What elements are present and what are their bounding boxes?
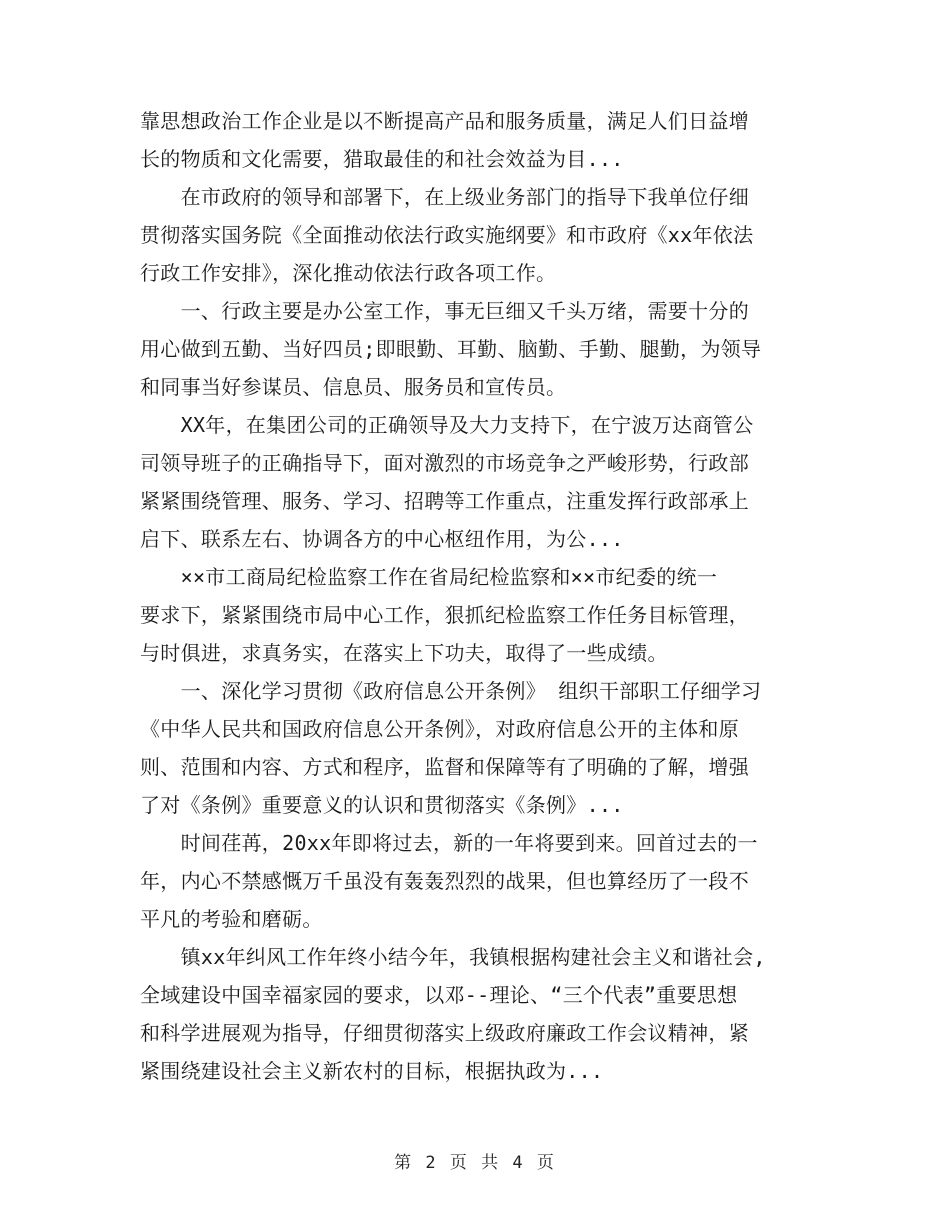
text-line: 司领导班子的正确指导下，面对激烈的市场竞争之严峻形势，行政部 bbox=[140, 451, 749, 475]
paragraph bbox=[140, 824, 810, 938]
text-line: 贯彻落实国务院《全面推动依法行政实施纲要》和市政府《xx年依法 bbox=[140, 223, 754, 247]
text-line: 长的物质和文化需要，猎取最佳的和社会效益为目... bbox=[140, 147, 624, 171]
text-line: 用心做到五勤、当好四员;即眼勤、耳勤、脑勤、手勤、腿勤，为领导 bbox=[140, 337, 762, 361]
paragraph bbox=[140, 406, 810, 558]
text-line: 《中华人民共和国政府信息公开条例》，对政府信息公开的主体和原 bbox=[140, 717, 739, 741]
text-line: 一、行政主要是办公室工作，事无巨细又千头万绪，需要十分的 bbox=[140, 299, 749, 323]
document-body bbox=[140, 102, 810, 1090]
text-line: 紧围绕建设社会主义新农村的目标，根据执政为... bbox=[140, 1059, 604, 1083]
text-line: 紧紧围绕管理、服务、学习、招聘等工作重点，注重发挥行政部承上 bbox=[140, 489, 749, 513]
text-line: 和科学进展观为指导，仔细贯彻落实上级政府廉政工作会议精神，紧 bbox=[140, 1021, 749, 1045]
text-line: 启下、联系左右、协调各方的中心枢纽作用，为公... bbox=[140, 527, 624, 551]
text-line: XX年，在集团公司的正确领导及大力支持下，在宁波万达商管公 bbox=[140, 413, 754, 437]
text-line: 平凡的考验和磨砺。 bbox=[140, 907, 323, 931]
text-line: 一、深化学习贯彻《政府信息公开条例》 组织干部职工仔细学习 bbox=[140, 679, 762, 703]
paragraph bbox=[140, 672, 810, 824]
text-line: 行政工作安排》，深化推动依法行政各项工作。 bbox=[140, 261, 557, 285]
text-line: 时间荏苒，20xx年即将过去，新的一年将要到来。回首过去的一 bbox=[140, 831, 758, 855]
text-line: 年，内心不禁感慨万千虽没有轰轰烈烈的战果，但也算经历了一段不 bbox=[140, 869, 749, 893]
text-line: 了对《条例》重要意义的认识和贯彻落实《条例》... bbox=[140, 793, 624, 817]
page-footer: 第 2 页 共 4 页 bbox=[394, 1153, 556, 1173]
text-line: 与时俱进，求真务实，在落实上下功夫，取得了一些成绩。 bbox=[140, 641, 668, 665]
text-line: 则、范围和内容、方式和程序，监督和保障等有了明确的了解，增强 bbox=[140, 755, 749, 779]
text-line: 全域建设中国幸福家园的要求，以邓--理论、“三个代表”重要思想 bbox=[140, 983, 738, 1007]
paragraph bbox=[140, 102, 810, 178]
text-line: ××市工商局纪检监察工作在省局纪检监察和××市纪委的统一 bbox=[140, 565, 718, 589]
text-line: 要求下，紧紧围绕市局中心工作，狠抓纪检监察工作任务目标管理， bbox=[140, 603, 749, 627]
text-line: 在市政府的领导和部署下，在上级业务部门的指导下我单位仔细 bbox=[140, 185, 749, 209]
paragraph bbox=[140, 938, 810, 1090]
text-line: 靠思想政治工作企业是以不断提高产品和服务质量，满足人们日益增 bbox=[140, 109, 749, 133]
text-line: 镇xx年纠风工作年终小结今年，我镇根据构建社会主义和谐社会, bbox=[140, 945, 766, 969]
paragraph bbox=[140, 178, 810, 292]
paragraph bbox=[140, 558, 810, 672]
paragraph bbox=[140, 292, 810, 406]
text-line: 和同事当好参谋员、信息员、服务员和宣传员。 bbox=[140, 375, 567, 399]
